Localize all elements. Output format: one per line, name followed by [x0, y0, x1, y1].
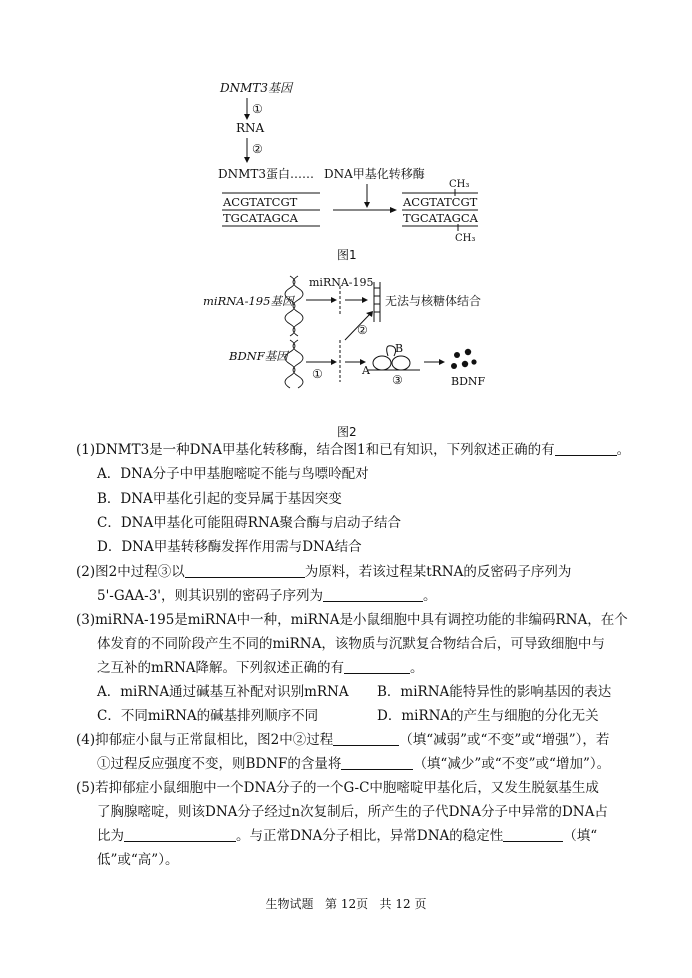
q4-line1	[76, 731, 609, 749]
bdnf-product-label: BDNF	[451, 375, 486, 388]
q1-stem-end: 。	[616, 442, 631, 458]
ellipsis: ……	[290, 167, 314, 181]
q3-line2: 体发育的不同阶段产生不同的miRNA，该物质与沉默复合物结合后，可导致细胞中与	[97, 636, 605, 652]
q5-line1: (5)若抑郁症小鼠细胞中一个DNA分子的一个G-C中胞嘧啶甲基化后，又发生脱氨基生成	[76, 780, 599, 796]
q2-text-c: 5'-GAA-3'，则其识别的密码子序列为	[97, 588, 324, 604]
q5-text-c: （填“	[563, 828, 598, 844]
process1-label: ①	[312, 367, 323, 381]
no-ribosome-binding-label: 无法与核糖体结合	[385, 294, 482, 308]
step2-label: ②	[252, 142, 263, 156]
q3-line1: (3)miRNA-195是miRNA中一种，miRNA是小鼠细胞中具有调控功能的非编码RNA，在个	[76, 612, 628, 628]
q3-option-c: C．不同miRNA的碱基排列顺序不同	[97, 708, 319, 724]
right-strand-top: ACGTATCGT	[403, 195, 478, 209]
q1-stem-text: (1)DNMT3是一种DNA甲基化转移酶，结合图1和已有知识，下列叙述正确的有	[76, 442, 555, 458]
mirna-195-label: miRNA-195	[309, 276, 374, 289]
q5-ratio-blank[interactable]	[124, 828, 236, 842]
label-b: B	[395, 342, 404, 355]
methyl-bottom: CH₃	[455, 233, 476, 244]
dnmt3-gene-label: DNMT3基因	[220, 81, 293, 95]
q4-text-a: (4)抑郁症小鼠与正常鼠相比，图2中②过程	[76, 732, 334, 748]
q2-text-end: 。	[423, 588, 437, 604]
q5-stability-blank[interactable]	[503, 828, 563, 842]
left-strand-top: ACGTATCGT	[223, 195, 298, 209]
dnmt3-protein-label: DNMT3蛋白	[218, 167, 291, 181]
q5-text-a: 比为	[97, 828, 124, 844]
bdnf-gene-label: BDNF基因	[229, 349, 288, 363]
footer-subject: 生物试题	[265, 897, 314, 911]
q4-bdnf-blank[interactable]	[341, 756, 413, 770]
process3-label: ③	[392, 373, 403, 387]
q2-line1	[76, 563, 571, 581]
figure-1-caption: 图1	[337, 248, 357, 262]
mirna-gene-label: miRNA-195基因	[203, 294, 294, 308]
mirna-mrna-duplex	[374, 282, 380, 322]
label-a: A	[362, 364, 370, 377]
figure-2-caption: 图2	[337, 425, 357, 439]
q3-answer-blank[interactable]	[344, 660, 410, 674]
q4-process2-blank[interactable]	[333, 732, 399, 746]
q3-line3	[97, 659, 424, 677]
bdnf-gene-helix	[285, 340, 303, 388]
q3-option-row2	[97, 707, 318, 725]
footer-page: 第 12页	[325, 897, 369, 911]
q2-text-a: (2)图2中过程③以	[76, 564, 185, 580]
q1-option-d: D．DNA甲基转移酶发挥作用需与DNA结合	[97, 539, 362, 555]
q1-stem	[76, 441, 630, 459]
q5-line3	[97, 827, 597, 845]
process2-label: ②	[357, 323, 368, 337]
q3-option-b: B．miRNA能特异性的影响基因的表达	[377, 684, 612, 700]
bdnf-protein-dots	[451, 349, 477, 369]
q4-text-d: （填“减少”或“不变”或“增加”）。	[413, 756, 611, 772]
translation-product-arrowhead	[439, 359, 445, 365]
footer-total: 共 12 页	[379, 897, 427, 911]
q5-line4: 低”或“高”）。	[97, 852, 179, 868]
q1-answer-blank[interactable]	[555, 442, 617, 456]
q4-text-c: ①过程反应强度不变，则BDNF的含量将	[97, 756, 342, 772]
page-footer	[0, 895, 692, 912]
enzyme-label: DNA甲基化转移酶	[324, 167, 425, 181]
process2-arrowhead	[366, 311, 373, 317]
q4-text-b: （填“减弱”或“不变”或“增强”），若	[399, 732, 610, 748]
q3-option-a: A．miRNA通过碱基互补配对识别mRNA	[97, 684, 349, 700]
q1-option-b: B．DNA甲基化引起的变异属于基因突变	[97, 491, 342, 507]
q2-line2	[97, 587, 437, 605]
bdnf-transcription-arrowhead	[331, 359, 337, 365]
q2-raw-material-blank[interactable]	[185, 564, 305, 578]
right-strand-bottom: TGCATAGCA	[403, 211, 478, 225]
left-strand-bottom: TGCATAGCA	[223, 211, 298, 225]
q3-option-row1	[97, 683, 349, 701]
q5-text-b: 。与正常DNA分子相比，异常DNA的稳定性	[236, 828, 504, 844]
mirna-transcription-arrowhead	[331, 297, 337, 303]
q2-codon-blank[interactable]	[323, 588, 423, 602]
mirna-binding-arrowhead	[362, 297, 368, 303]
rna-label: RNA	[236, 121, 265, 135]
figure-2	[0, 0, 692, 420]
q2-text-b: 为原料，若该过程某tRNA的反密码子序列为	[304, 564, 572, 580]
q4-line2	[97, 755, 610, 773]
methyl-top: CH₃	[449, 179, 470, 190]
ribosome-icon	[373, 356, 410, 370]
q3-text-end: 。	[410, 660, 424, 676]
q3-option-d: D．miRNA的产生与细胞的分化无关	[377, 708, 599, 724]
q5-line2: 了胸腺嘧啶，则该DNA分子经过n次复制后，所产生的子代DNA分子中异常的DNA占	[97, 804, 608, 820]
step1-label: ①	[252, 102, 263, 116]
q3-text: 之互补的mRNA降解。下列叙述正确的有	[97, 660, 345, 676]
q1-option-c: C．DNA甲基化可能阻碍RNA聚合酶与启动子结合	[97, 515, 401, 531]
q1-option-a: A．DNA分子中甲基胞嘧啶不能与鸟嘌呤配对	[97, 466, 369, 482]
